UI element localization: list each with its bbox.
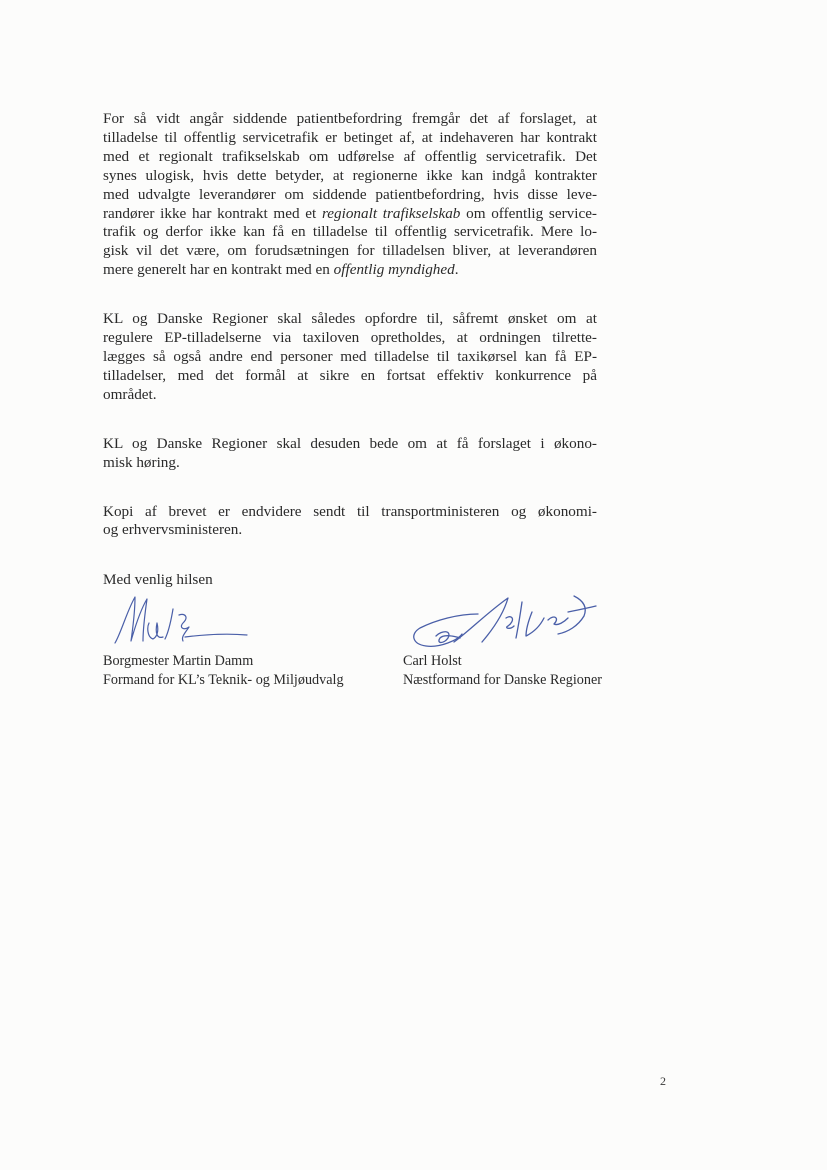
text-line — [103, 348, 597, 367]
italic-phrase: regionalt trafikselskab — [321, 204, 461, 222]
text-line — [103, 186, 597, 205]
text-run: . — [454, 261, 459, 279]
text-line — [103, 129, 597, 148]
signatory-left-title: Formand for KL’s Teknik- og Miljøudvalg — [103, 672, 344, 688]
text-line — [103, 454, 597, 473]
text-run: lægges så også andre end personer med tilladelse til taxikørsel kan få EP- — [103, 347, 597, 365]
paragraph — [103, 503, 597, 541]
text-run: tilladelse til offentlig servicetrafik er betinget af, at indehaveren har kontrakt — [103, 128, 597, 146]
signatory-left-name: Borgmester Martin Damm — [103, 653, 254, 669]
text-line — [103, 310, 597, 329]
text-line — [103, 261, 597, 280]
text-line — [103, 386, 597, 405]
text-run: Kopi af brevet er endvidere sendt til transportministeren og økonomi- — [103, 502, 597, 520]
signatory-right — [403, 652, 602, 690]
text-run: regulere EP-tilladelserne via taxiloven opretholdes, at ordningen tilrette- — [103, 329, 597, 347]
text-line — [103, 242, 597, 261]
text-run: med et regionalt trafikselskab om udførelse af offentlig servicetrafik. Det — [103, 147, 597, 165]
text-run: For så vidt angår siddende patientbefordring fremgår det af forslaget, at — [103, 110, 597, 127]
text-run: KL og Danske Regioner skal desuden bede om at få forslaget i økono- — [103, 434, 597, 452]
text-run: området. — [103, 385, 157, 403]
text-line — [103, 148, 597, 167]
text-line — [103, 205, 597, 224]
page-number: 2 — [660, 1074, 666, 1088]
text-run: gisk vil det være, om forudsætningen for tilladelsen bliver, at leverandøren — [103, 242, 597, 260]
text-run: KL og Danske Regioner skal således opfordre til, såfremt ønsket om at — [103, 310, 597, 328]
paragraph-gap — [103, 280, 597, 310]
closing-salutation: Med venlig hilsen — [103, 571, 213, 588]
text-run: mere generelt har en kontrakt med en — [103, 261, 334, 279]
text-line — [103, 435, 597, 454]
text-line — [103, 167, 597, 186]
signature-martin-damm — [113, 593, 253, 651]
text-line — [103, 329, 597, 348]
signatory-right-title: Næstformand for Danske Regioner — [403, 672, 602, 688]
text-run: tilladelser, med det formål at sikre en fortsat effektiv konkurrence på — [103, 366, 597, 384]
signatory-left — [103, 652, 344, 690]
paragraph — [103, 110, 597, 280]
paragraph — [103, 435, 597, 473]
text-run: synes ulogisk, hvis dette betyder, at regionerne ikke kan indgå kontrakter — [103, 166, 597, 184]
text-line — [103, 521, 597, 540]
paragraph — [103, 310, 597, 405]
text-run: og erhvervsministeren. — [103, 521, 243, 539]
text-run: misk høring. — [103, 453, 180, 471]
paragraph-gap — [103, 405, 597, 435]
text-run: trafik og derfor ikke kan få en tilladelse til offentlig servicetrafik. Mere lo- — [103, 223, 597, 241]
text-run: med udvalgte leverandører om siddende patientbefordring, hvis disse leve- — [103, 185, 597, 203]
signatory-right-name: Carl Holst — [403, 653, 462, 669]
text-run: randører ikke har kontrakt med et — [103, 204, 322, 222]
text-run: om offentlig service- — [460, 204, 597, 222]
paragraph-gap — [103, 473, 597, 503]
text-line — [103, 367, 597, 386]
text-line — [103, 110, 597, 129]
text-line — [103, 503, 597, 522]
signature-carl-holst — [408, 592, 598, 658]
italic-phrase: offentlig myndighed — [333, 261, 455, 279]
letter-body — [103, 110, 597, 540]
text-line — [103, 223, 597, 242]
